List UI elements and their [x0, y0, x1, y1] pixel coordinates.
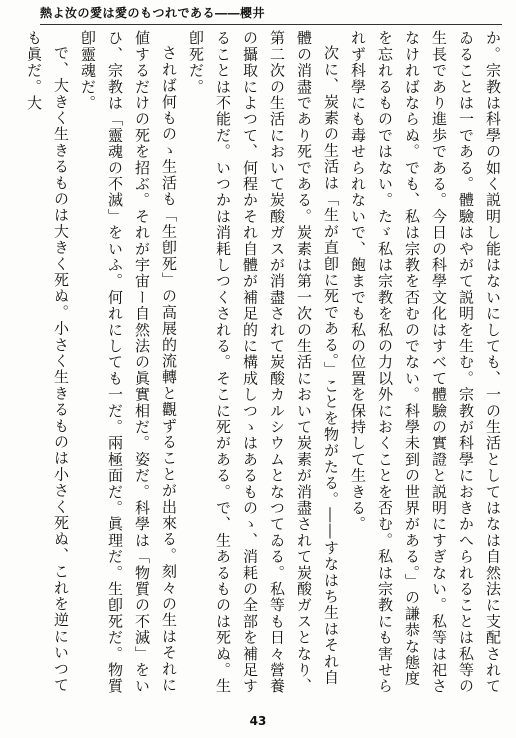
paragraph-1: か。宗教は科學の如く説明し能はないにしても、一の生活としてはなは自然法に支配されてゐることは一である。體驗はやがて説明を生む。宗教が科學におきかへられることは私等の生長であり進歩である。今日の科學文化はすべて體驗の實證と説明にすぎない。私等は祀さなければならぬ。でも、私は宗教を否むのでない。科學未到の世界がある。」の謙恭な態度を忘れるものではない。たゞ私は宗教を私の力以外におくことを否む。私は宗教にも害せられず科學にも毒せられないで、飽までも私の位置を保持して生きる。: [349, 30, 502, 695]
vertical-text-body: [25, 30, 506, 700]
paragraph-4: で、大きく生きるものは大きく死ぬ。小さく生きるものは小さく死ぬ、これを逆にいつても眞だ。大: [25, 30, 70, 693]
paragraph-3: されば何ものゝ生活も「生卽死」の高展的流轉と觀ずることが出來る。刻々の生はそれに値するだけの死を招ぶ。それが宇宙ー自然法の眞實相だ。姿だ。科學は「物質の不滅」をいひ、宗教は「靈魂の不滅」をいふ。何れにしても一だ。兩極面だ。眞理だ。生卽死だ。物質卽靈魂だ。: [79, 30, 178, 695]
running-head: 熱よ汝の愛は愛のもつれである――櫻井: [40, 6, 266, 20]
page-number: 43: [249, 714, 267, 728]
paragraph-2: 次に、炭素の生活は「生が直卽に死である。」ことを物がたる。――すなはち生はそれ自體の消盡であり死である。炭素は第一次の生活において炭素が消盡されて炭酸ガスとなり、第二次の生活において炭酸ガスが消盡されて炭酸カルシウムとなつてゐる。私等も日々營養の攝取によつて、何程かそれ自體が補足的に構成しつゝはあるものゝ、消耗の全部を補足することは不能だ。いつかは消耗しつくされる。そこに死がある。で、生あるものは死ぬ。生卽死だ。: [187, 30, 340, 695]
header-rule: [40, 24, 502, 25]
